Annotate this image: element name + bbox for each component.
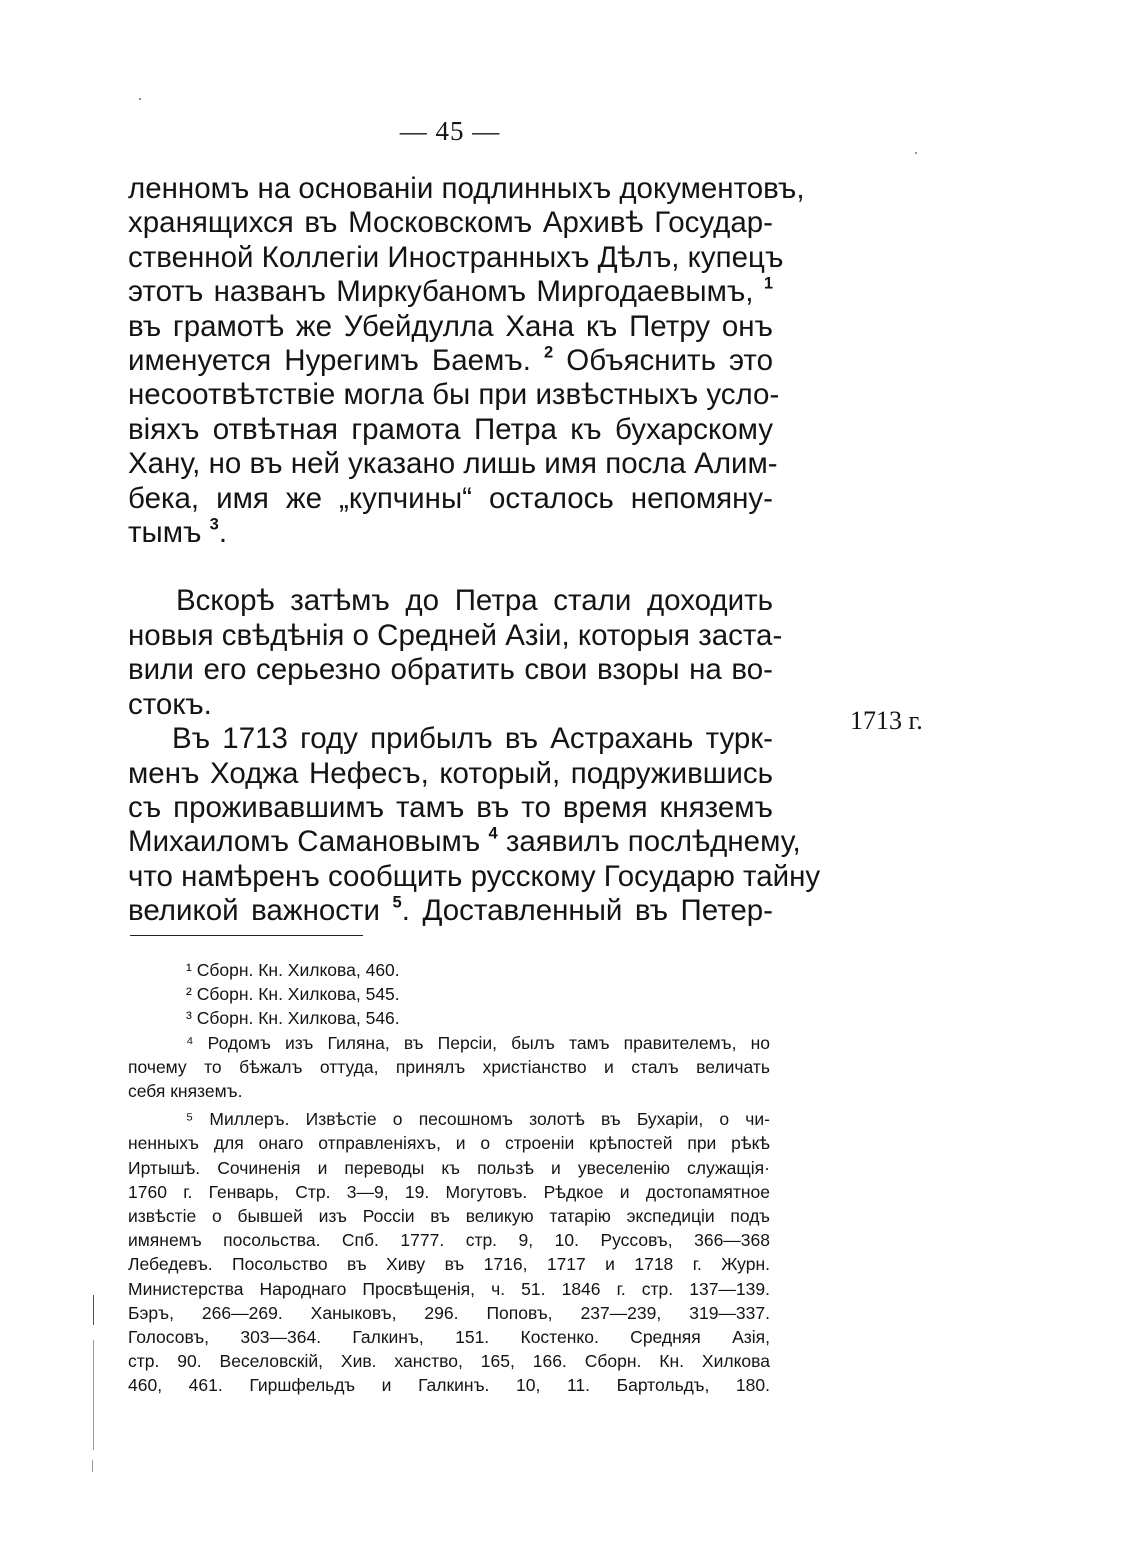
- footnote-5-line: Голосовъ, 303—364. Галкинъ, 151. Костенко. Средняя Азiя,: [128, 1327, 770, 1348]
- text-segment: именуется Нурегимъ Баемъ.: [128, 344, 531, 378]
- text-line: несоотвѣтствiе могла бы при извѣстныхъ усло-: [128, 378, 780, 412]
- text-line: стокъ.: [128, 687, 212, 721]
- footnote-5-line: Министерства Народнаго Просвѣщенiя, ч. 51. 1846 г. стр. 137—139.: [128, 1278, 770, 1299]
- text-segment: великой важности: [128, 894, 381, 928]
- text-line: Въ 1713 году прибылъ въ Астрахань турк-: [172, 722, 773, 756]
- scan-mark: [93, 1295, 94, 1325]
- footnote-5-line: извѣстiе о бывшей изъ Россiи въ великую татарiю экспедицiи подъ: [128, 1206, 770, 1227]
- margin-note: 1713 г.: [850, 706, 923, 735]
- page-number: — 45 —: [399, 116, 501, 146]
- footnote-4-line: ⁴ Родомъ изъ Гиляна, въ Персiи, былъ тамъ правителемъ, но: [186, 1032, 770, 1053]
- footnote-5-line: Иртышѣ. Сочиненiя и переводы къ пользѣ и увеселенiю служащiя·: [128, 1157, 770, 1178]
- text-line: [128, 275, 773, 309]
- paragraph-gap: [128, 550, 773, 584]
- text-line: что намѣренъ сообщить русскому Государю тайну: [128, 859, 821, 893]
- text-segment: заявилъ послѣднему,: [505, 825, 801, 859]
- footnotes: [128, 958, 770, 1398]
- scan-mark: [92, 1460, 93, 1472]
- footnote-ref: 4: [488, 823, 498, 843]
- footnote-5-line: Бэръ, 266—269. Ханыковъ, 296. Поповъ, 237—239, 319—337.: [128, 1302, 770, 1323]
- text-line: менъ Ходжа Нефесъ, который, подружившись: [128, 756, 773, 790]
- footnote-5-line: стр. 90. Веселовскiй, Хив. ханство, 165, 166. Сборн. Кн. Хилкова: [128, 1351, 770, 1372]
- main-text: [128, 172, 821, 929]
- footnote-5-line: ⁵ Миллеръ. Извѣстiе о песошномъ золотѣ въ Бухарiи, о чи-: [186, 1109, 770, 1130]
- text-line: тымъ $^3$.: [128, 514, 228, 550]
- footnote-ref: 1: [763, 273, 773, 293]
- text-line: [128, 344, 773, 378]
- text-segment: Михаиломъ Самановымъ: [128, 825, 481, 859]
- footnote-4-line: себя княземъ.: [128, 1081, 243, 1102]
- text-segment: этотъ названъ Миркубаномъ Миргодаевымъ,: [128, 275, 754, 309]
- footnote-5-line: ненныхъ для онаго отправленiяхъ, и о строенiи крѣпостей при рѣкѣ: [128, 1133, 770, 1154]
- text-line: вили его серьезно обратить свои взоры на во-: [128, 653, 773, 687]
- footnote-2: ² Сборн. Кн. Хилкова, 545.: [186, 984, 400, 1005]
- text-line: вiяхъ отвѣтная грамота Петра къ бухарскому: [128, 412, 773, 446]
- footnote-ref: 3: [209, 514, 219, 534]
- scan-mark: [139, 98, 141, 100]
- footnote-ref: 5: [392, 892, 402, 912]
- text-segment: Доставленный въ Петер-: [422, 894, 773, 928]
- text-line: хранящихся въ Московскомъ Архивѣ Государ-: [128, 206, 773, 240]
- footnote-3: ³ Сборн. Кн. Хилкова, 546.: [186, 1008, 400, 1029]
- footnote-5-line: имянемъ посольства. Спб. 1777. стр. 9, 10. Руссовъ, 366—368: [128, 1230, 770, 1251]
- text-segment: Объяснить это: [566, 344, 773, 378]
- text-line: ленномъ на основанiи подлинныхъ документовъ,: [128, 172, 805, 205]
- footnote-ref: 2: [544, 342, 554, 362]
- scan-mark: [93, 1340, 94, 1450]
- footnote-5-line: 1760 г. Генварь, Стр. 3—9, 19. Могутовъ. Рѣдкое и достопамятное: [128, 1181, 770, 1202]
- footnote-4-line: почему то бѣжалъ оттуда, принялъ христiанство и сталъ величать: [128, 1056, 770, 1077]
- text-line: Хану, но въ ней указано лишь имя посла Алим-: [128, 447, 778, 481]
- text-segment: тымъ: [128, 516, 202, 550]
- text-line: великой важности $^5$. Доставленный въ Петер-: [128, 892, 773, 928]
- text-line: новыя свѣдѣнiя о Средней Азiи, которыя заста-: [128, 618, 783, 652]
- footnote-5-line: Лебедевъ. Посольство въ Хиву въ 1716, 1717 и 1718 г. Журн.: [128, 1254, 770, 1275]
- text-line: бека, имя же „купчины“ осталось непомяну-: [128, 481, 773, 515]
- scan-mark: [915, 152, 917, 154]
- text-line: съ проживавшимъ тамъ въ то время княземъ: [128, 790, 773, 824]
- footnote-5-line: 460, 461. Гиршфельдъ и Галкинъ. 10, 11. Бартольдъ, 180.: [128, 1375, 770, 1396]
- text-line: въ грамотѣ же Убейдулла Хана къ Петру онъ: [128, 309, 773, 343]
- text-line: Вскорѣ затѣмъ до Петра стали доходить: [176, 584, 773, 618]
- footnote-1: ¹ Сборн. Кн. Хилкова, 460.: [186, 960, 400, 980]
- text-line: ственной Коллегiи Иностранныхъ Дѣлъ, купецъ: [128, 240, 784, 274]
- text-line: [128, 823, 801, 859]
- footnote-rule: [130, 935, 363, 936]
